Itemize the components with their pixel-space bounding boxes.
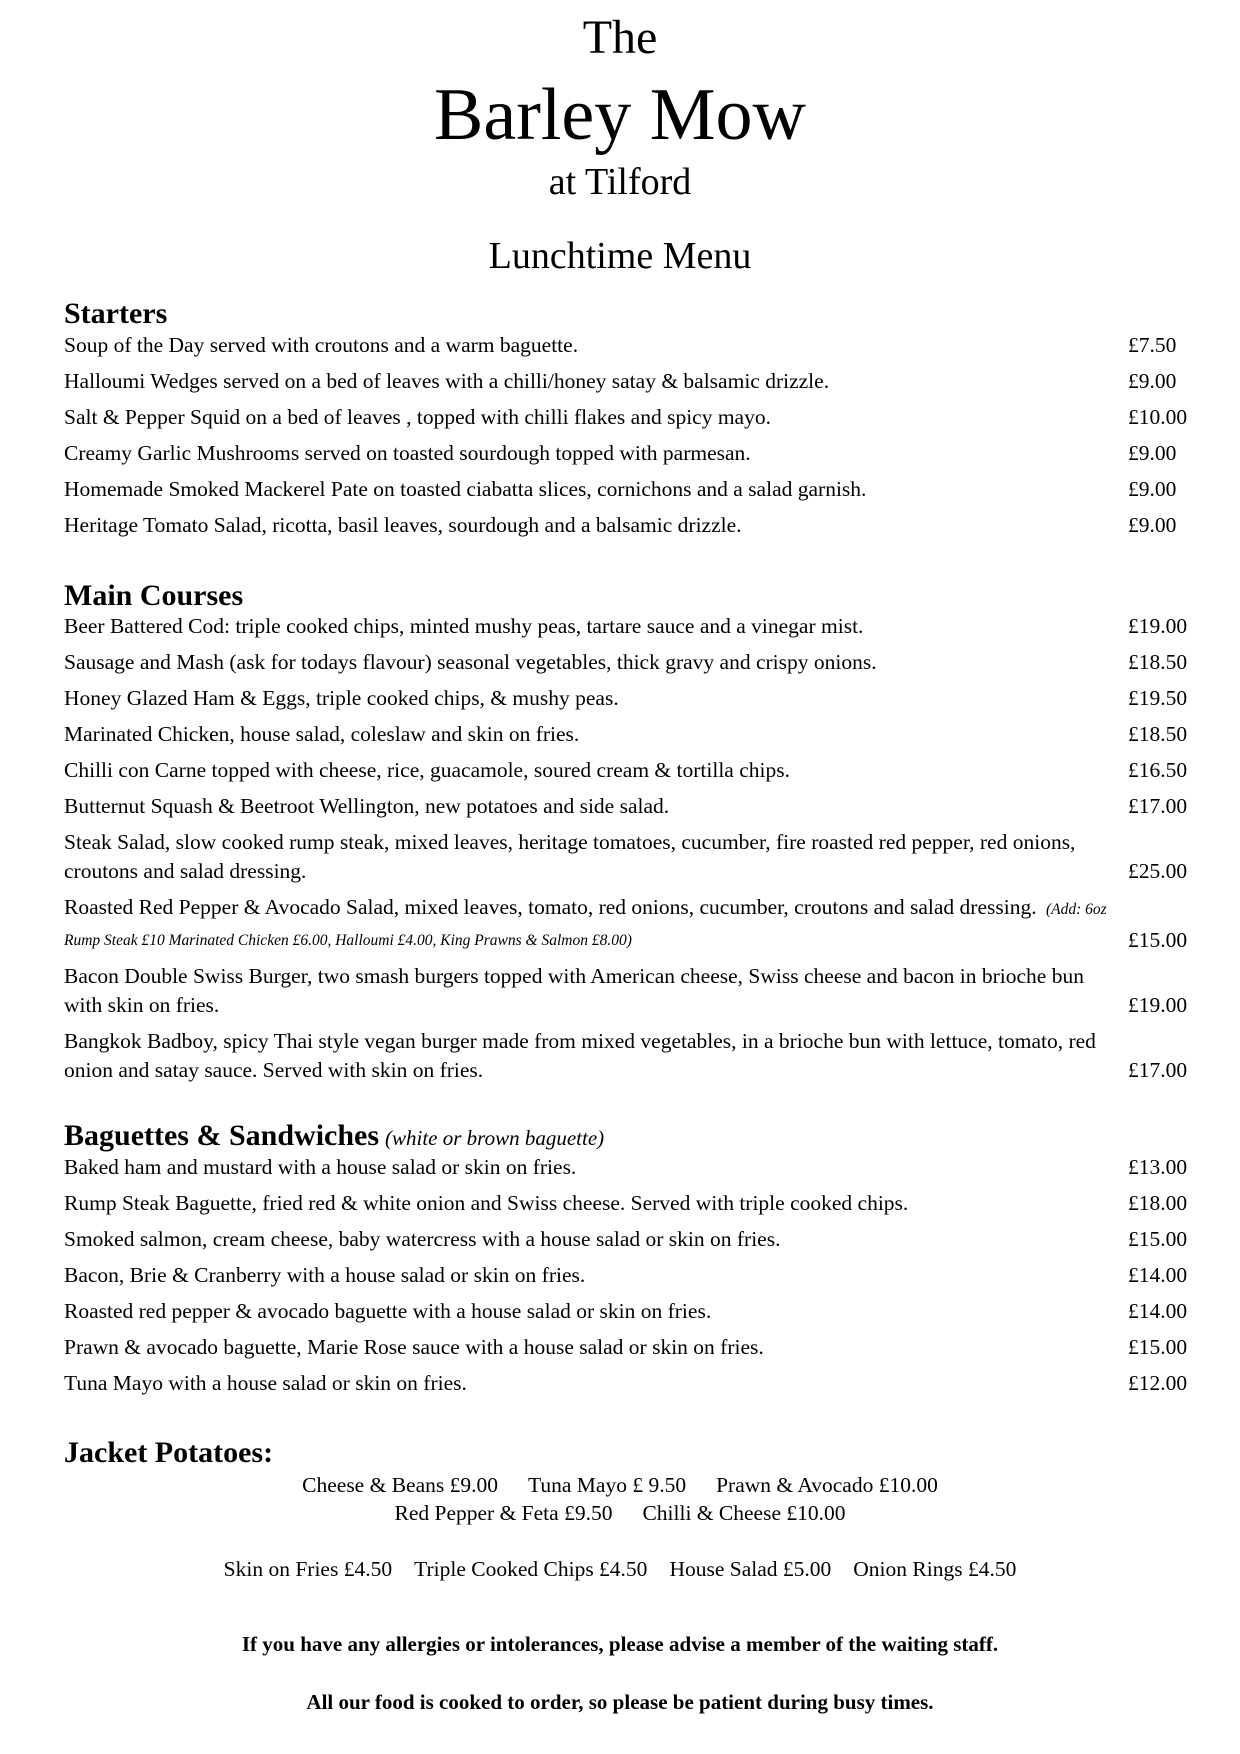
menu-item	[64, 1297, 1194, 1326]
side-option: House Salad £5.00	[669, 1557, 832, 1581]
side-option: Triple Cooked Chips £4.50	[414, 1557, 648, 1581]
item-addon-note: (Add: 6oz Rump Steak £10 Marinated Chicken £6.00, Halloumi £4.00, King Prawns & Salmon £8.00)	[64, 901, 1107, 949]
menu-item	[64, 828, 1194, 886]
section-title-mains: Main Courses	[64, 579, 244, 612]
menu-title: Lunchtime Menu	[488, 235, 752, 277]
item-description: Heritage Tomato Salad, ricotta, basil leaves, sourdough and a balsamic drizzle.	[64, 513, 742, 537]
section-title-baguettes-text: Baguettes & Sandwiches	[64, 1119, 380, 1152]
item-price: £13.00	[1128, 1155, 1188, 1179]
menu-item	[64, 331, 1194, 360]
item-description: Steak Salad, slow cooked rump steak, mixed leaves, heritage tomatoes, cucumber, fire roasted red pepper, red onions, croutons and salad dressing.	[64, 830, 1076, 883]
jacket-option: Prawn & Avocado £10.00	[716, 1473, 938, 1497]
item-price: £15.00	[1128, 1227, 1188, 1251]
item-price: £18.50	[1128, 722, 1188, 746]
menu-item	[64, 403, 1194, 432]
sides-row	[0, 1555, 1240, 1584]
pub-name: Barley Mow	[434, 74, 806, 156]
side-option: Onion Rings £4.50	[853, 1557, 1017, 1581]
side-option: Skin on Fries £4.50	[223, 1557, 393, 1581]
item-description: Chilli con Carne topped with cheese, rice, guacamole, soured cream & tortilla chips.	[64, 758, 790, 782]
item-price: £14.00	[1128, 1263, 1188, 1287]
menu-item	[64, 1153, 1194, 1182]
starters-list	[64, 331, 1194, 547]
item-description: Butternut Squash & Beetroot Wellington, new potatoes and side salad.	[64, 794, 670, 818]
item-price: £25.00	[1128, 859, 1188, 883]
menu-item	[64, 511, 1194, 540]
item-price: £17.00	[1128, 794, 1188, 818]
menu-item	[64, 1189, 1194, 1218]
jacket-option: Cheese & Beans £9.00	[302, 1473, 498, 1497]
allergy-notice: If you have any allergies or intolerances, please advise a member of the waiting staff.	[241, 1632, 999, 1656]
item-price: £7.50	[1128, 333, 1177, 357]
item-price: £15.00	[1128, 1335, 1188, 1359]
menu-item	[64, 1027, 1194, 1085]
item-description: Salt & Pepper Squid on a bed of leaves , topped with chilli flakes and spicy mayo.	[64, 405, 771, 429]
menu-item	[64, 792, 1194, 821]
menu-item	[64, 962, 1194, 1020]
item-description: Roasted red pepper & avocado baguette with a house salad or skin on fries.	[64, 1299, 712, 1323]
menu-item	[64, 756, 1194, 785]
baguette-note: (white or brown baguette)	[385, 1126, 605, 1150]
item-price: £19.00	[1128, 614, 1188, 638]
item-description: Prawn & avocado baguette, Marie Rose sauce with a house salad or skin on fries.	[64, 1335, 764, 1359]
item-description: Beer Battered Cod: triple cooked chips, minted mushy peas, tartare sauce and a vinegar mist.	[64, 614, 864, 638]
item-description: Sausage and Mash (ask for todays flavour) seasonal vegetables, thick gravy and crispy onions.	[64, 650, 877, 674]
item-description	[64, 893, 1114, 955]
menu-item	[64, 1225, 1194, 1254]
item-description: Tuna Mayo with a house salad or skin on fries.	[64, 1371, 467, 1395]
item-price: £16.50	[1128, 758, 1188, 782]
item-description: Homemade Smoked Mackerel Pate on toasted ciabatta slices, cornichons and a salad garnish.	[64, 477, 867, 501]
jacket-option: Tuna Mayo £ 9.50	[528, 1473, 687, 1497]
item-description: Soup of the Day served with croutons and a warm baguette.	[64, 333, 579, 357]
item-price: £14.00	[1128, 1299, 1188, 1323]
menu-item	[64, 648, 1194, 677]
item-price: £9.00	[1128, 369, 1177, 393]
menu-item	[64, 1261, 1194, 1290]
mains-list	[64, 612, 1194, 1092]
baguettes-list	[64, 1153, 1194, 1405]
menu-item	[64, 1333, 1194, 1362]
item-description: Creamy Garlic Mushrooms served on toasted sourdough topped with parmesan.	[64, 441, 751, 465]
item-price: £9.00	[1128, 441, 1177, 465]
item-price: £9.00	[1128, 477, 1177, 501]
section-title-jackets: Jacket Potatoes:	[64, 1436, 274, 1469]
section-title-starters: Starters	[64, 297, 168, 330]
item-description-text: Roasted Red Pepper & Avocado Salad, mixed leaves, tomato, red onions, cucumber, croutons and salad dressing.	[64, 895, 1037, 919]
menu-item	[64, 893, 1194, 955]
menu-item	[64, 367, 1194, 396]
item-description: Bacon, Brie & Cranberry with a house salad or skin on fries.	[64, 1263, 586, 1287]
item-price: £15.00	[1128, 928, 1188, 952]
item-price: £19.50	[1128, 686, 1188, 710]
item-description: Marinated Chicken, house salad, coleslaw and skin on fries.	[64, 722, 580, 746]
item-price: £12.00	[1128, 1371, 1188, 1395]
item-price: £18.00	[1128, 1191, 1188, 1215]
item-price: £10.00	[1128, 405, 1188, 429]
menu-item	[64, 612, 1194, 641]
item-description: Bacon Double Swiss Burger, two smash burgers topped with American cheese, Swiss cheese and bacon in brioche bun with skin on fries.	[64, 964, 1084, 1017]
jacket-row-1	[0, 1471, 1240, 1500]
item-description: Rump Steak Baguette, fried red & white onion and Swiss cheese. Served with triple cooked chips.	[64, 1191, 909, 1215]
header-the: The	[582, 11, 658, 64]
jacket-option: Red Pepper & Feta £9.50	[394, 1501, 613, 1525]
item-description: Smoked salmon, cream cheese, baby watercress with a house salad or skin on fries.	[64, 1227, 781, 1251]
item-description: Honey Glazed Ham & Eggs, triple cooked chips, & mushy peas.	[64, 686, 619, 710]
item-price: £17.00	[1128, 1058, 1188, 1082]
pub-location: at Tilford	[548, 161, 692, 203]
item-description: Bangkok Badboy, spicy Thai style vegan burger made from mixed vegetables, in a brioche bun with lettuce, tomato, red onion and satay sauce. Served with skin on fries.	[64, 1029, 1096, 1082]
menu-item	[64, 1369, 1194, 1398]
item-price: £18.50	[1128, 650, 1188, 674]
item-description: Halloumi Wedges served on a bed of leaves with a chilli/honey satay & balsamic drizzle.	[64, 369, 830, 393]
item-price: £9.00	[1128, 513, 1177, 537]
jacket-option: Chilli & Cheese £10.00	[642, 1501, 846, 1525]
menu-item	[64, 475, 1194, 504]
section-title-baguettes	[64, 1118, 604, 1156]
cooked-to-order-notice: All our food is cooked to order, so please be patient during busy times.	[306, 1690, 934, 1714]
menu-item	[64, 720, 1194, 749]
item-price: £19.00	[1128, 993, 1188, 1017]
menu-item	[64, 439, 1194, 468]
menu-item	[64, 684, 1194, 713]
item-description: Baked ham and mustard with a house salad or skin on fries.	[64, 1155, 577, 1179]
jacket-row-2	[0, 1499, 1240, 1528]
